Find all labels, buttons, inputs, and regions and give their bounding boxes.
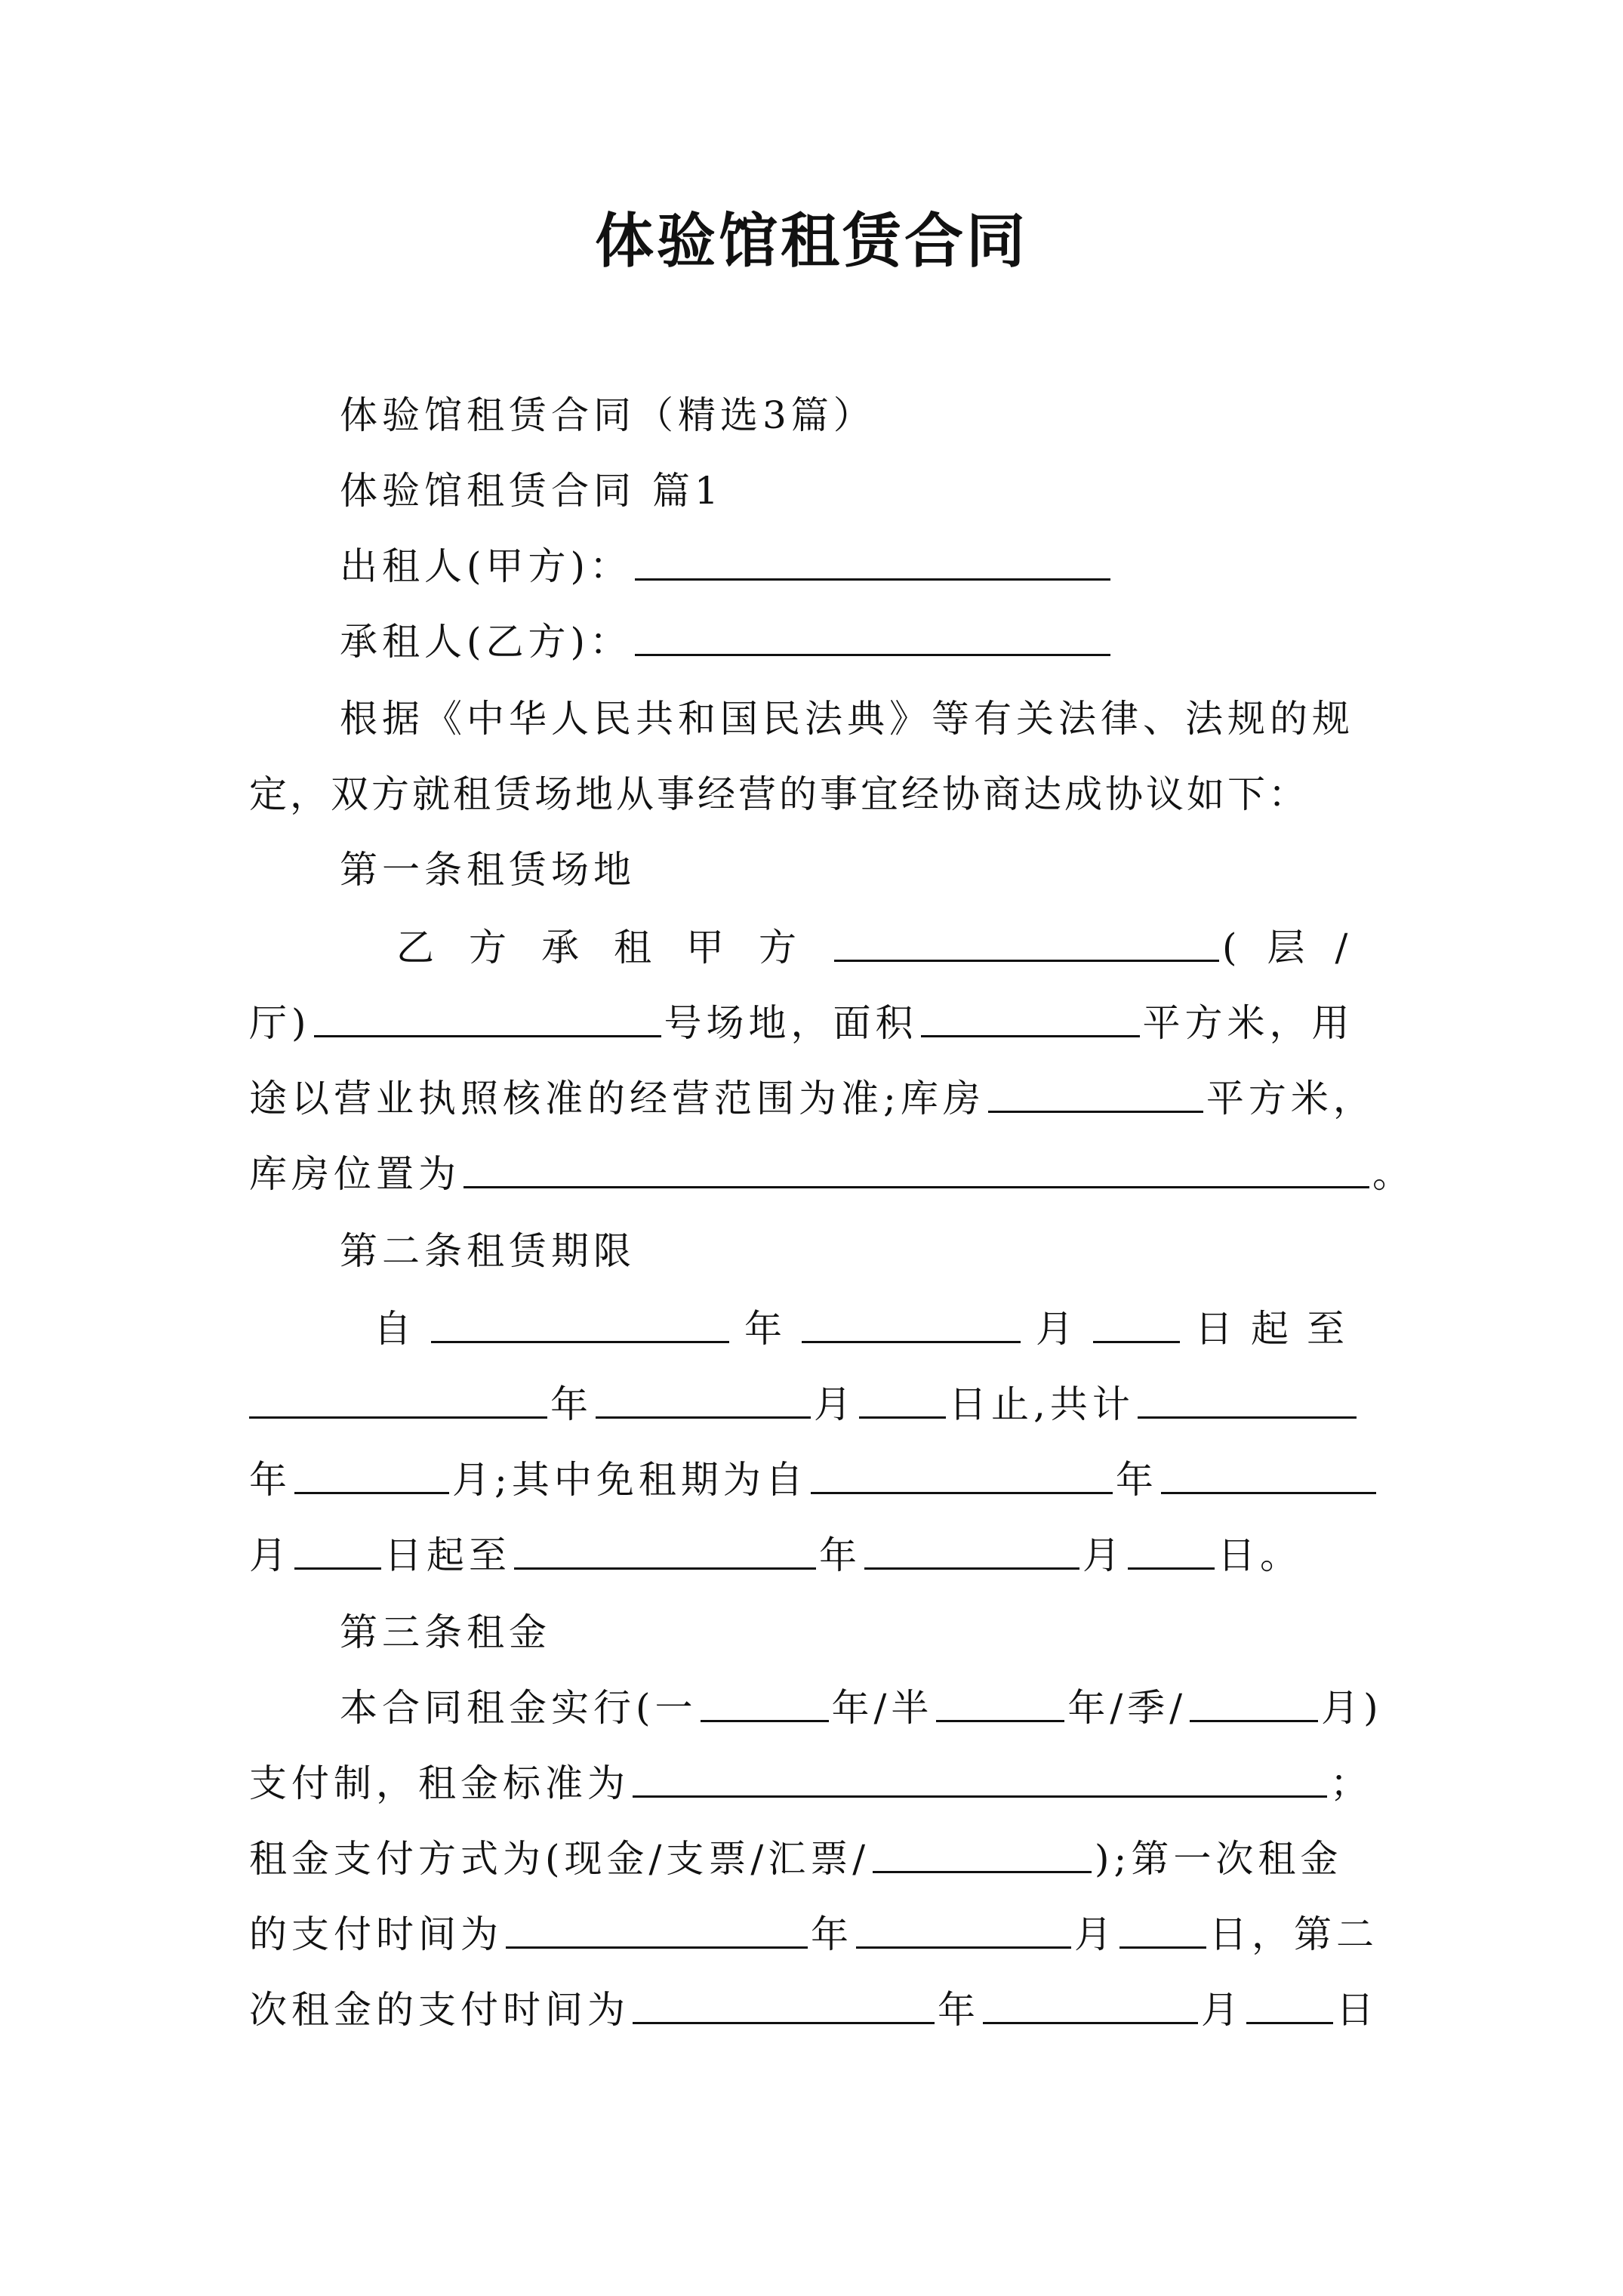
fill-blank	[701, 1670, 829, 1722]
subtitle-line: 体验馆租赁合同（精选3篇）	[340, 393, 876, 437]
fill-blank	[811, 1442, 1113, 1494]
text-span: 日止,共计	[949, 1382, 1135, 1426]
text-span: 次租金的支付时间为	[249, 1988, 630, 2032]
clause-line	[249, 985, 1381, 1061]
fill-blank	[988, 1061, 1203, 1113]
clause-line	[249, 1972, 1381, 2048]
lessee-line	[340, 604, 1381, 680]
fill-blank	[873, 1821, 1092, 1873]
lessor-line	[340, 529, 1381, 604]
text-span: 自	[374, 1307, 416, 1351]
text-span: 库房位置为	[249, 1152, 460, 1196]
fill-blank	[1161, 1442, 1376, 1494]
lessee-blank	[635, 604, 1110, 656]
text-span: 年	[811, 1912, 853, 1956]
text-span: );第一次租金	[1095, 1837, 1343, 1881]
fill-blank	[633, 1746, 1327, 1798]
text-span: 月	[1201, 1988, 1243, 2032]
fill-blank	[1246, 1972, 1333, 2024]
text-span: 日起至	[384, 1533, 511, 1577]
fill-blank	[1119, 1897, 1206, 1949]
fill-blank	[514, 1518, 816, 1570]
text-span: 年	[1115, 1458, 1158, 1502]
fill-blank	[314, 985, 661, 1037]
lessee-label: 承租人(乙方)：	[340, 620, 633, 664]
text-span: 厅)	[249, 1001, 311, 1045]
paragraph-line: 定，双方就租赁场地从事经营的事宜经协商达成协议如下：	[249, 772, 1309, 816]
text-span: 年/季/	[1067, 1686, 1187, 1730]
clause-line	[249, 1061, 1381, 1136]
clause-line	[249, 1136, 1415, 1212]
text-span: 。	[1372, 1152, 1415, 1196]
text-span: 月	[1036, 1307, 1078, 1351]
paragraph-line: 根据《中华人民共和国民法典》等有关法律、法规的规	[340, 697, 1354, 741]
fill-blank	[596, 1367, 811, 1419]
text-span: (层/	[1222, 926, 1378, 969]
clause-line	[249, 1518, 1381, 1593]
text-span: 年	[249, 1458, 291, 1502]
lessor-blank	[635, 529, 1110, 581]
fill-blank	[859, 1367, 946, 1419]
text-span: 年	[819, 1533, 861, 1577]
text-span: 月	[814, 1382, 856, 1426]
text-span: 月	[1083, 1533, 1125, 1577]
text-span: 租金支付方式为(现金/支票/汇票/	[249, 1837, 870, 1881]
clause-line	[249, 1442, 1381, 1518]
fill-blank	[249, 1367, 547, 1419]
text-span: 支付制，租金标准为	[249, 1761, 630, 1805]
text-span: 年/半	[831, 1686, 934, 1730]
fill-blank	[1093, 1291, 1180, 1343]
fill-blank	[983, 1972, 1198, 2024]
text-span: 月	[1074, 1912, 1116, 1956]
document-title: 体验馆租赁合同	[594, 207, 1028, 276]
fill-blank	[1190, 1670, 1318, 1722]
text-span: 途以营业执照核准的经营范围为准;库房	[249, 1077, 985, 1120]
text-span: 的支付时间为	[249, 1912, 503, 1956]
text-span: 月)	[1321, 1686, 1383, 1730]
fill-blank	[864, 1518, 1079, 1570]
clause-line	[249, 1821, 1381, 1897]
text-span: 年	[938, 1988, 980, 2032]
clause-line	[249, 1746, 1381, 1821]
fill-blank	[921, 985, 1140, 1037]
text-span: ；	[1330, 1761, 1372, 1805]
clause-line	[249, 1367, 1381, 1442]
text-span: 月	[249, 1533, 291, 1577]
clause-heading: 第二条租赁期限	[340, 1229, 636, 1273]
clause-line	[340, 1670, 1381, 1746]
clause-line	[396, 910, 1378, 985]
text-span: 日，第二	[1209, 1912, 1378, 1956]
text-span: 月;其中免租期为自	[452, 1458, 808, 1502]
text-span: 平方米，用	[1142, 1001, 1354, 1045]
fill-blank	[1138, 1367, 1357, 1419]
fill-blank	[1128, 1518, 1215, 1570]
text-span: 日起至	[1195, 1307, 1363, 1351]
text-span: 日	[1336, 1988, 1378, 2032]
fill-blank	[506, 1897, 808, 1949]
fill-blank	[936, 1670, 1064, 1722]
clause-line	[249, 1897, 1381, 1972]
text-span: 平方米，	[1206, 1077, 1375, 1120]
fill-blank	[802, 1291, 1021, 1343]
text-span: 年	[744, 1307, 787, 1351]
text-span: 年	[550, 1382, 593, 1426]
fill-blank	[294, 1442, 449, 1494]
text-span: 乙方承租甲方	[396, 926, 831, 969]
fill-blank	[463, 1136, 1369, 1188]
clause-heading: 第三条租金	[340, 1610, 551, 1654]
fill-blank	[294, 1518, 381, 1570]
lessor-label: 出租人(甲方)：	[340, 544, 633, 588]
text-span: 日。	[1218, 1533, 1302, 1577]
fill-blank	[856, 1897, 1071, 1949]
text-span: 号场地，面积	[664, 1001, 918, 1045]
fill-blank	[431, 1291, 729, 1343]
fill-blank	[834, 910, 1219, 962]
text-span: 本合同租金实行(一	[340, 1686, 698, 1730]
fill-blank	[633, 1972, 935, 2024]
section-heading: 体验馆租赁合同 篇1	[340, 469, 723, 513]
clause-line	[374, 1291, 1381, 1367]
clause-heading: 第一条租赁场地	[340, 848, 636, 892]
